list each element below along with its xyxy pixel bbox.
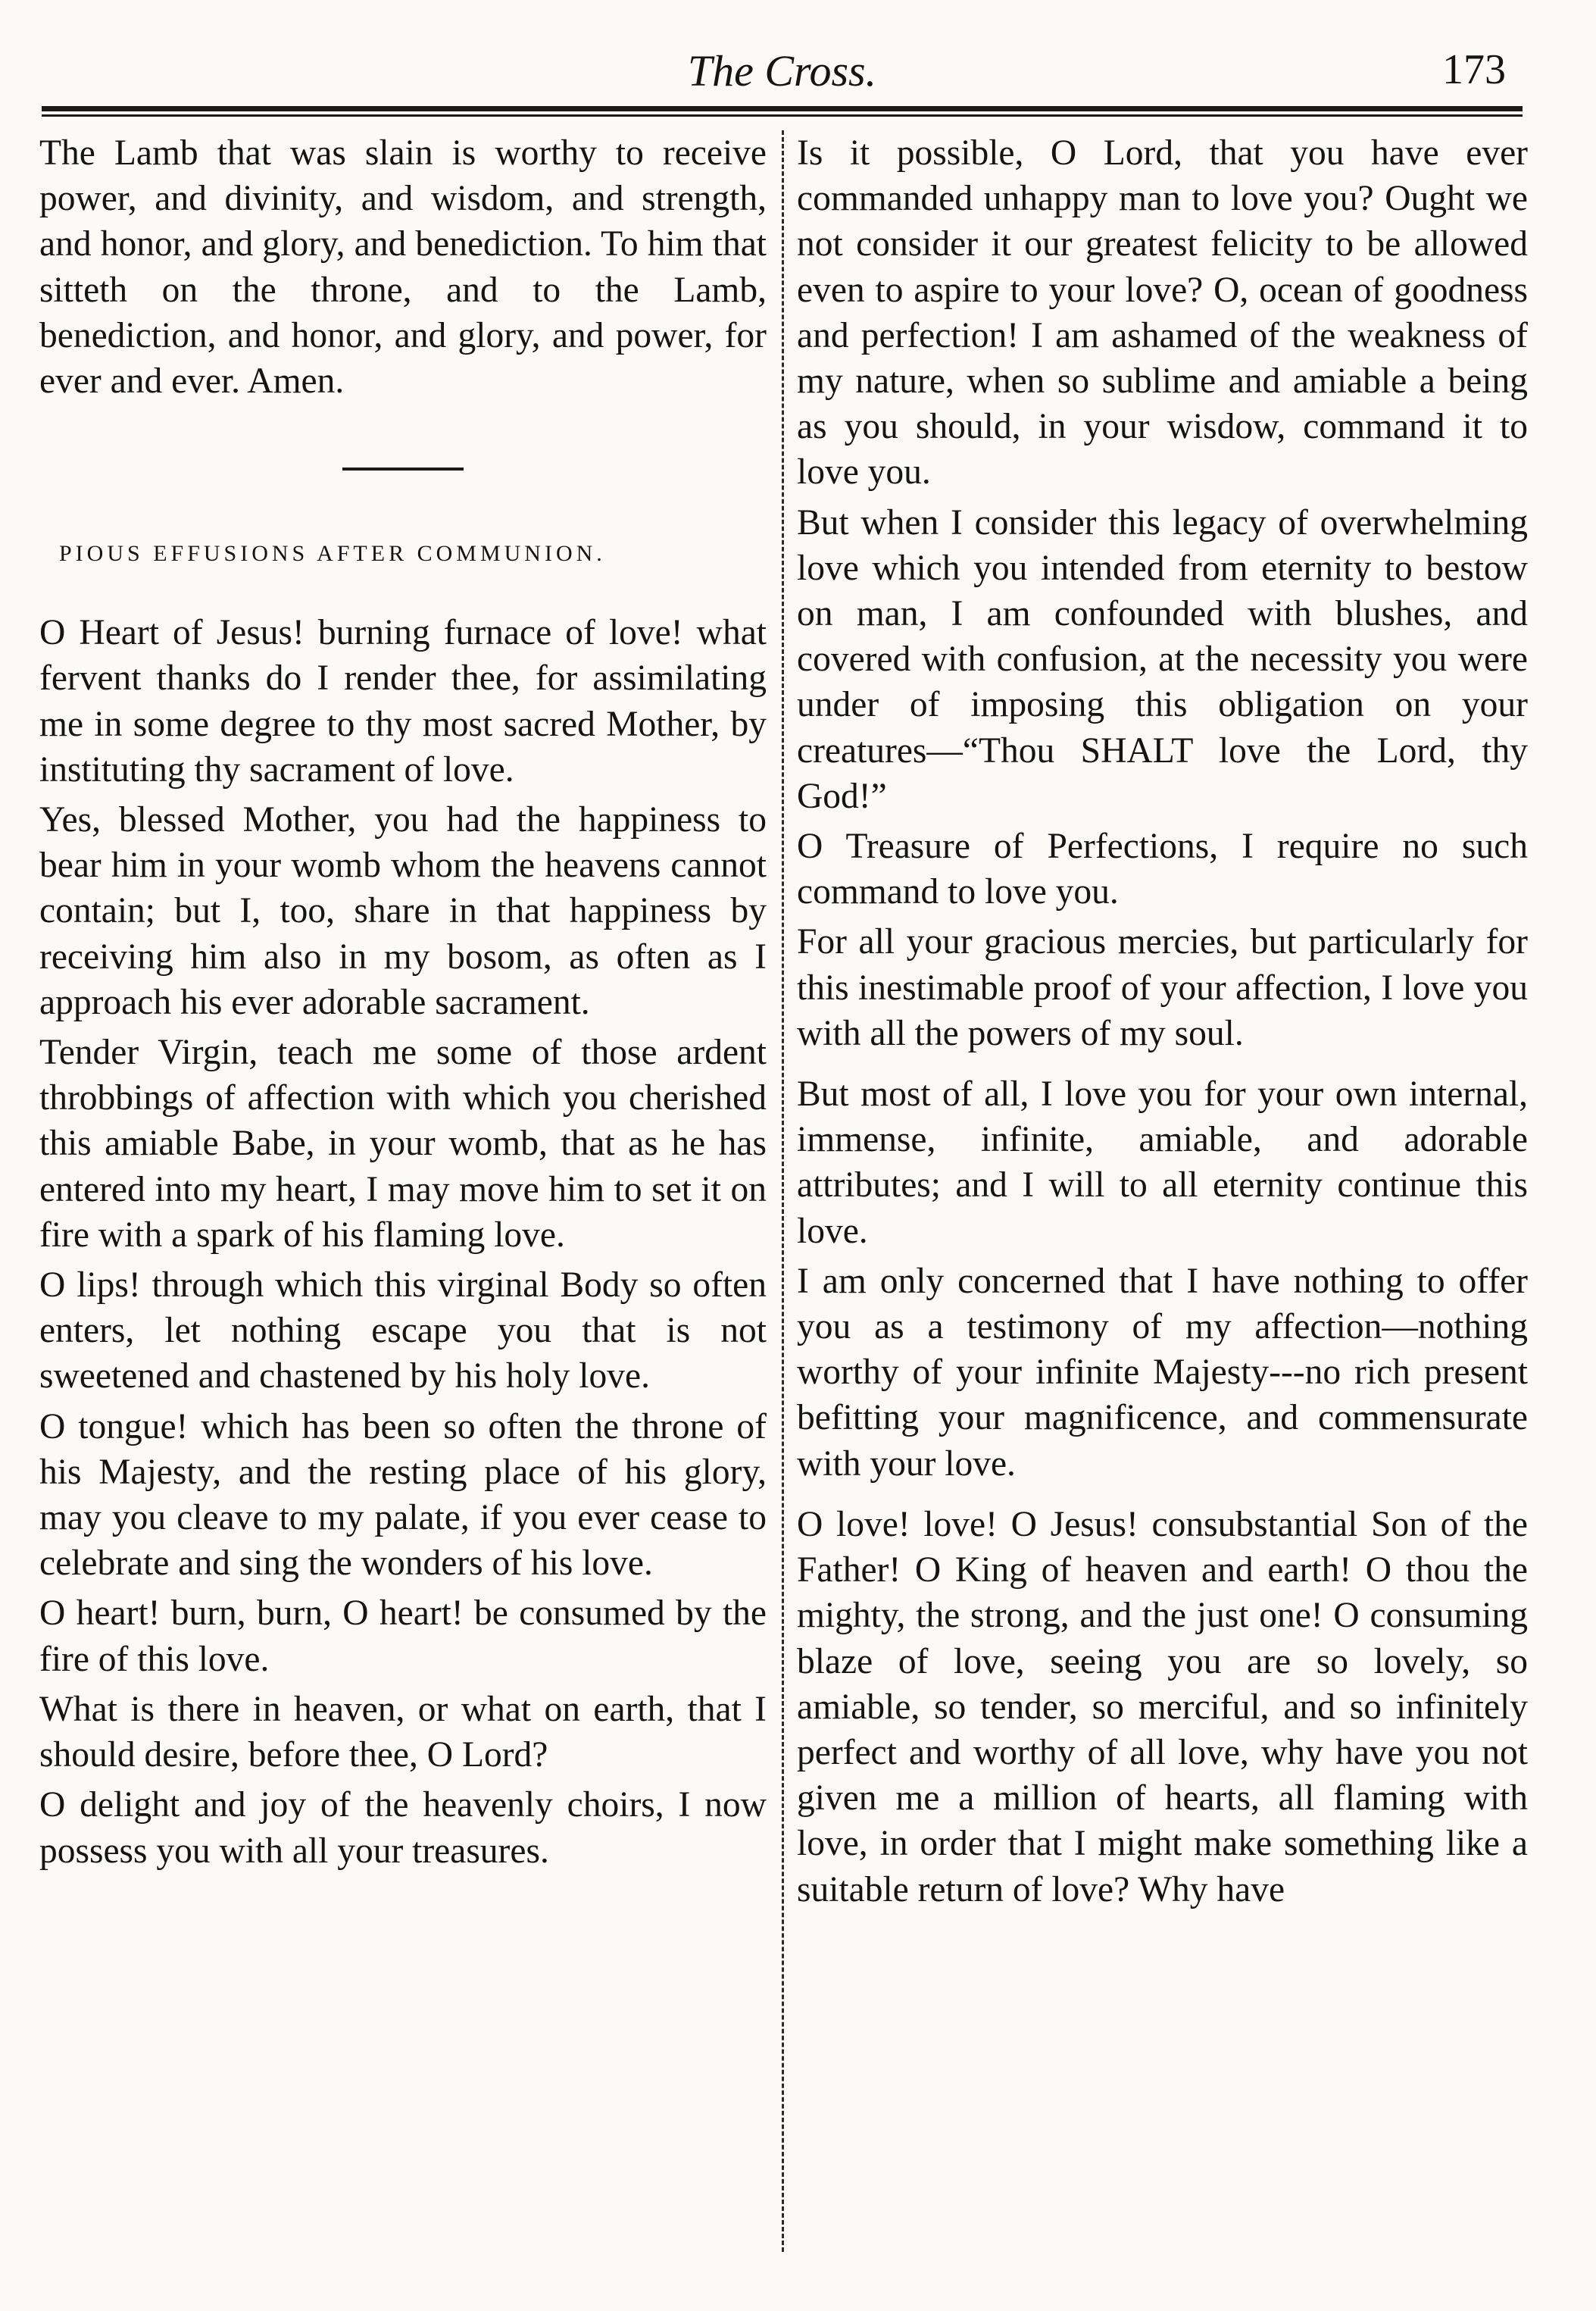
right-column bbox=[797, 130, 1528, 1912]
paragraph-heart-of-jesus: O Heart of Jesus! burning furnace of love! what fervent thanks do I render thee, for assimilating me in some degree to thy most sacred Mother, by instituting thy sacrament of love. bbox=[39, 613, 767, 790]
opening-paragraph: The Lamb that was slain is worthy to receive power, and divinity, and wisdom, and strength, and honor, and glory, and benediction. To him that sitteth on the throne, and to the Lamb, benediction, and honor, and glory, and power, for ever and ever. Amen. bbox=[39, 133, 767, 402]
paragraph-tender-virgin: Tender Virgin, teach me some of those ardent throbbings of affection with which you cherished this amiable Babe, in your womb, that as he has entered into my heart, I may move him to set it on fire with a spark of his flaming love. bbox=[39, 1033, 767, 1255]
paragraph-treasure-of-perfections: O Treasure of Perfections, I require no such command to love you. bbox=[797, 827, 1528, 912]
paragraph-o-lips: O lips! through which this virginal Body so often enters, let nothing escape you that is not sweetened and chastened by his holy love. bbox=[39, 1265, 767, 1396]
running-title: The Cross. bbox=[687, 46, 877, 95]
left-column bbox=[39, 130, 767, 1874]
section-separator-rule bbox=[342, 468, 464, 471]
paragraph-most-of-all: But most of all, I love you for your own internal, immense, infinite, amiable, and adorable attributes; and I will to all eternity continue this love. bbox=[797, 1074, 1528, 1251]
column-divider bbox=[782, 130, 784, 2252]
paragraph-o-heart: O heart! burn, burn, O heart! be consumed by the fire of this love. bbox=[39, 1593, 767, 1679]
paragraph-o-tongue: O tongue! which has been so often the throne of his Majesty, and the resting place of his glory, may you cleave to my palate, if you ever cease to celebrate and sing the wonders of his love. bbox=[39, 1406, 767, 1584]
paragraph-is-it-possible: Is it possible, O Lord, that you have ever commanded unhappy man to love you? Ought we not consider it our greatest felicity to be allowed even to aspire to your love? O, ocean of goodness and perfection! I am ashamed of the weakness of my nature, when so sublime and amiable a being as you should, in your wisdow, command it to love you. bbox=[797, 133, 1528, 493]
paragraph-o-delight: O delight and joy of the heavenly choirs, I now possess you with all your treasures. bbox=[39, 1785, 767, 1871]
paragraph-blessed-mother: Yes, blessed Mother, you had the happiness to bear him in your womb whom the heavens cannot contain; but I, too, share in that happiness by receiving him also in my bosom, as often as I approach his ever adorable sacrament. bbox=[39, 800, 767, 1022]
paragraph-only-concerned: I am only concerned that I have nothing to offer you as a testimony of my affection—nothing worthy of your infinite Majesty---no rich present befitting your magnificence, and commensurate with your love. bbox=[797, 1261, 1528, 1484]
section-heading: PIOUS EFFUSIONS AFTER COMMUNION. bbox=[59, 541, 606, 567]
paragraph-gracious-mercies: For all your gracious mercies, but particularly for this inestimable proof of your affection, I love you with all the powers of my soul. bbox=[797, 922, 1528, 1053]
header-rule bbox=[42, 106, 1523, 117]
running-head bbox=[42, 38, 1523, 99]
paragraph-legacy-of-love: But when I consider this legacy of overwhelming love which you intended from eternity to bestow on man, I am confounded with blushes, and covered with confusion, at the necessity you were under of imposing this obligation on your creatures—“Thou SHALT love the Lord, thy God!” bbox=[797, 502, 1528, 816]
page-number: 173 bbox=[1442, 46, 1506, 93]
paragraph-o-love: O love! love! O Jesus! consubstantial Son of the Father! O King of heaven and earth! O thou the mighty, the strong, and the just one! O consuming blaze of love, seeing you are so lovely, so amiable, so tender, so merciful, and so infinitely perfect and worthy of all love, why have you not given me a million of hearts, all flaming with love, in order that I might make something like a suitable return of love? Why have bbox=[797, 1504, 1528, 1909]
paragraph-what-in-heaven: What is there in heaven, or what on earth, that I should desire, before thee, O Lord? bbox=[39, 1689, 767, 1775]
